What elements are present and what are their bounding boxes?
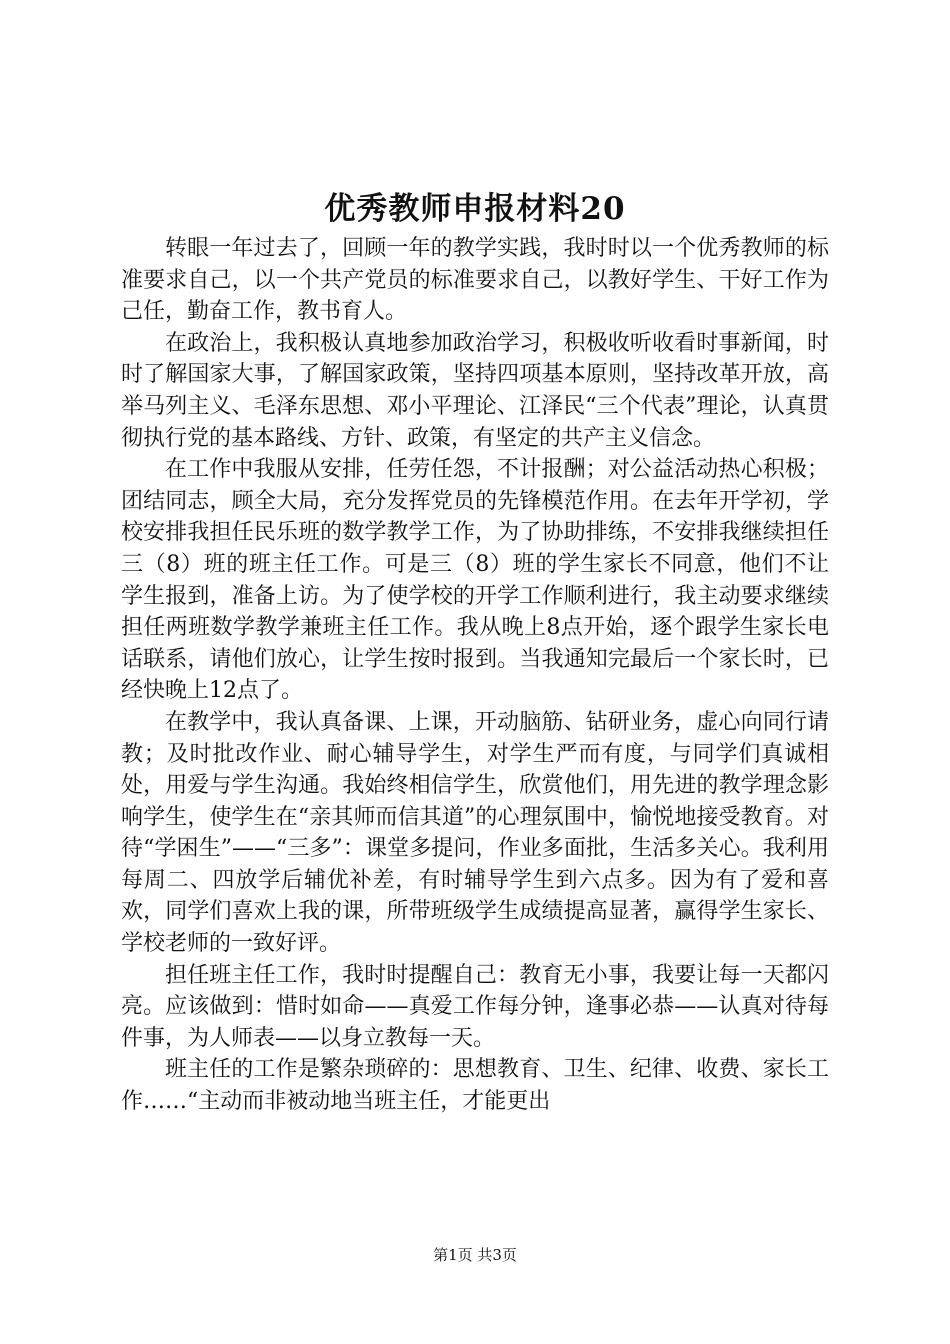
paragraph-intro: 转眼一年过去了，回顾一年的教学实践，我时时以一个优秀教师的标准要求自己，以一个共产党员的标准要求自己，以教好学生、干好工作为己任，勤奋工作，教书育人。 [121, 236, 829, 325]
page-number-footer: 第1页 共3页 [433, 1246, 517, 1264]
paragraph-head-teacher: 担任班主任工作，我时时提醒自己：教育无小事，我要让每一天都闪亮。应该做到：惜时如命——真爱工作每分钟，逢事必恭——认真对待每件事，为人师表——以身立教每一天。 [121, 962, 829, 1051]
document-body [121, 233, 829, 1118]
document-title: 优秀教师申报材料20 [324, 191, 626, 227]
paragraph-head-teacher-duties: 班主任的工作是繁杂琐碎的：思想教育、卫生、纪律、收费、家长工作……“主动而非被动地当班主任，才能更出 [121, 1057, 829, 1115]
paragraph-work: 在工作中我服从安排，任劳任怨，不计报酬；对公益活动热心积极；团结同志，顾全大局，充分发挥党员的先锋模范作用。在去年开学初，学校安排我担任民乐班的数学教学工作，为了协助排练，不安排我继续担任三（8）班的班主任工作。可是三（8）班的学生家长不同意，他们不让学生报到，准备上访。为了使学校的开学工作顺利进行，我主动要求继续担任两班数学教学兼班主任工作。我从晚上8点开始，逐个跟学生家长电话联系，请他们放心，让学生按时报到。当我通知完最后一个家长时，已经快晚上12点了。 [121, 457, 829, 704]
paragraph-politics: 在政治上，我积极认真地参加政治学习，积极收听收看时事新闻，时时了解国家大事，了解国家政策，坚持四项基本原则，坚持改革开放，高举马列主义、毛泽东思想、邓小平理论、江泽民“三个代表”理论，认真贯彻执行党的基本路线、方针、政策，有坚定的共产主义信念。 [121, 330, 829, 451]
paragraph-teaching: 在教学中，我认真备课、上课，开动脑筋、钻研业务，虚心向同行请教；及时批改作业、耐心辅导学生，对学生严而有度，与同学们真诚相处，用爱与学生沟通。我始终相信学生，欣赏他们，用先进的教学理念影响学生，使学生在“亲其师而信其道”的心理氛围中，愉悦地接受教育。对待“学困生”——“三多”：课堂多提问，作业多面批，生活多关心。我利用每周二、四放学后辅优补差，有时辅导学生到六点多。因为有了爱和喜欢，同学们喜欢上我的课，所带班级学生成绩提高显著，赢得学生家长、学校老师的一致好评。 [121, 709, 829, 957]
